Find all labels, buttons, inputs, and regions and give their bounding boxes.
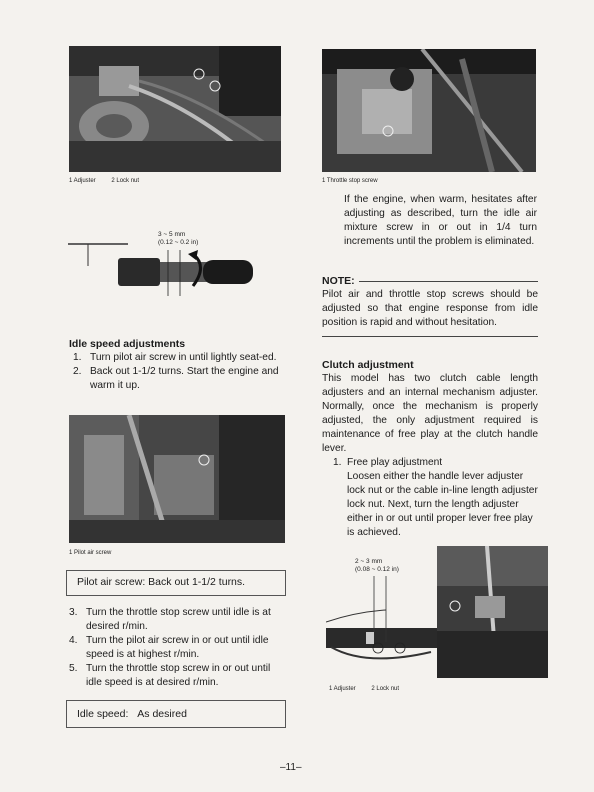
step-number: 1.	[73, 352, 82, 363]
fig-right-caption: 1 Throttle stop screw	[322, 178, 378, 184]
note-text: Pilot air and throttle stop screws should be adjusted so that engine response from idle position is rapid and without hesitation.	[322, 289, 538, 328]
dim-in: (0.12 ~ 0.2 in)	[158, 239, 199, 246]
fig-clutch-captions	[329, 686, 413, 692]
photo-pilot-air-screw	[69, 415, 285, 543]
idle-steps-continued	[69, 606, 285, 690]
clutch-item	[322, 456, 538, 540]
idle-section	[69, 337, 285, 393]
grip-dimension-label	[158, 231, 198, 247]
note-bottom-rule	[322, 336, 538, 337]
hesitation-paragraph: If the engine, when warm, hesitates after adjusting as described, turn the idle air mixture screw in or out in 1/4 turn increments until the problem is eliminated.	[344, 194, 537, 247]
item-text: Loosen either the handle lever adjuster lock nut or the cable in-line length adjuster lock nut. Next, turn the length adjuster either in or out until proper lever free play is achieved.	[347, 471, 538, 538]
pilot-air-screw-spec: Pilot air screw: Back out 1-1/2 turns.	[77, 576, 246, 588]
clutch-intro: This model has two clutch cable length adjusters and an internal mechanism adjuster. Normally, once the mechanism is properly adjusted, the only adjustment required is maintenance of free play at the clutch handle lever.	[322, 373, 538, 454]
photo-adjuster-locknut	[69, 46, 281, 172]
caption-lock-nut: 2 Lock nut	[111, 178, 140, 184]
step-text: Turn the throttle stop screw in or out until idle speed is at desired r/min.	[86, 663, 271, 688]
idle-steps	[69, 351, 285, 393]
item-number: 1.	[333, 457, 342, 468]
dim-in: (0.08 ~ 0.12 in)	[355, 566, 399, 573]
fig1-captions	[69, 178, 153, 184]
step-number: 4.	[69, 635, 78, 646]
step-text: Turn the pilot air screw in or out until idle speed is at highest r/min.	[86, 635, 269, 660]
list-item	[73, 351, 285, 365]
idle-speed-spec-box	[66, 700, 286, 728]
note-block	[322, 274, 538, 337]
caption-adjuster: 1 Adjuster	[69, 178, 96, 184]
photo-clutch-cable-adjuster	[437, 546, 548, 678]
step-number: 5.	[69, 663, 78, 674]
idle-heading: Idle speed adjustments	[69, 338, 186, 350]
item-title: Free play adjustment	[347, 457, 443, 468]
list-item	[73, 365, 285, 393]
clutch-heading: Clutch adjustment	[322, 359, 414, 371]
list-item	[69, 634, 285, 662]
clutch-section	[322, 358, 538, 540]
photo-throttle-stop-screw	[322, 49, 536, 172]
step-text: Turn pilot air screw in until lightly seat-ed.	[90, 352, 277, 363]
idle-steps-2	[69, 606, 285, 690]
step-text: Turn the throttle stop screw until idle is at desired r/min.	[86, 607, 271, 632]
caption-lock-nut: 2 Lock nut	[371, 686, 400, 692]
step-number: 2.	[73, 366, 82, 377]
idle-speed-label: Idle speed:	[77, 708, 129, 720]
list-item	[69, 662, 285, 690]
step-number: 3.	[69, 607, 78, 618]
list-item	[69, 606, 285, 634]
page-number: –11–	[280, 762, 302, 773]
note-header	[322, 274, 538, 288]
pilot-air-screw-spec-box	[66, 570, 286, 596]
idle-speed-value: As desired	[137, 708, 187, 720]
clutch-dimension-label	[355, 558, 399, 574]
note-rule	[359, 281, 538, 282]
note-label: NOTE:	[322, 275, 355, 287]
dim-mm: 3 ~ 5 mm	[158, 231, 186, 238]
step-text: Back out 1-1/2 turns. Start the engine and warm it up.	[90, 366, 279, 391]
caption-adjuster: 1 Adjuster	[329, 686, 356, 692]
fig3-caption: 1 Pilot air screw	[69, 550, 112, 556]
dim-mm: 2 ~ 3 mm	[355, 558, 383, 565]
